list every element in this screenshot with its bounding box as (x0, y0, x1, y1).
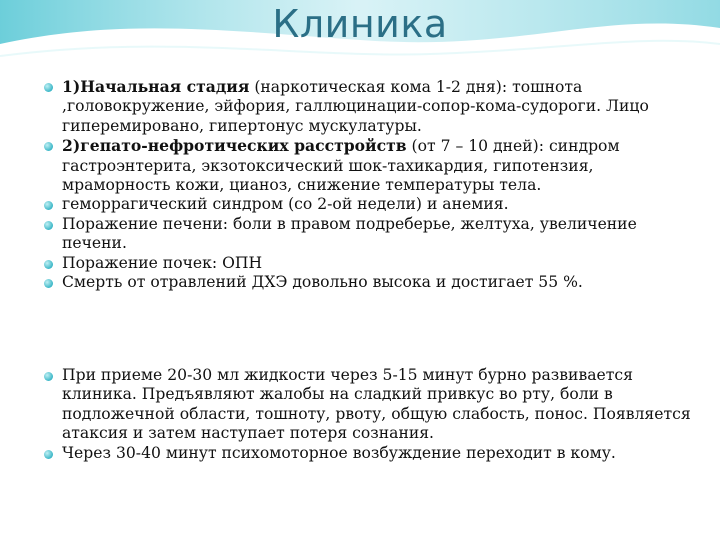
bullet-item (44, 215, 694, 254)
bullet-text: Через 30-40 минут психомоторное возбуждение переходит в кому. (62, 443, 616, 462)
bullet-text: Смерть от отравлений ДХЭ довольно высока и достигает 55 %. (62, 273, 583, 292)
bullet-dot-icon (44, 260, 53, 269)
bullet-dot-icon (44, 201, 53, 210)
bullet-dot-icon (44, 142, 53, 151)
bullet-item (44, 366, 694, 444)
bullet-text: геморрагический синдром (со 2-ой недели) и анемия. (62, 195, 509, 214)
bullet-dot-icon (44, 450, 53, 459)
slide-title: Клиника (272, 2, 448, 46)
bullet-dot-icon (44, 279, 53, 288)
bullet-dot-icon (44, 83, 53, 92)
bullet-text: При приеме 20-30 мл жидкости через 5-15 минут бурно развивается клиника. Предъявляют жалобы на сладкий привкус во рту, боли в подложечной области, тошноту, рвоту, общую слабость, понос. Появляется атаксия и затем наступает потеря сознания. (62, 366, 691, 443)
bullet-item (44, 77, 694, 136)
bullet-text: (наркотическая кома 1-2 дня): тошнота ,головокружение, эйфория, галлюцинации-сопор-кома-судороги. Лицо гиперемировано, гипертонус мускулатуры. (62, 78, 649, 135)
bullet-bold-text: 2)гепато-нефротических расстройств (62, 136, 407, 156)
bullet-item (44, 273, 694, 292)
bullet-dot-icon (44, 372, 53, 381)
bullet-item (44, 195, 694, 214)
bullet-item (44, 136, 694, 195)
bullet-text: Поражение печени: боли в правом подреберье, желтуха, увеличение печени. (62, 214, 637, 253)
bullet-list-group-1 (44, 77, 694, 292)
bullet-text: (от 7 – 10 дней): синдром гастроэнтерита, экзотоксический шок-тахикардия, гипотензия, мраморность кожи, цианоз, снижение температуры тела. (62, 137, 620, 195)
bullet-bold-text: 1)Начальная стадия (62, 77, 250, 96)
bullet-item (44, 444, 694, 463)
bullet-dot-icon (44, 221, 53, 230)
bullet-list-group-2 (44, 366, 694, 463)
bullet-text: Поражение почек: ОПН (62, 253, 263, 272)
bullet-item (44, 254, 694, 273)
